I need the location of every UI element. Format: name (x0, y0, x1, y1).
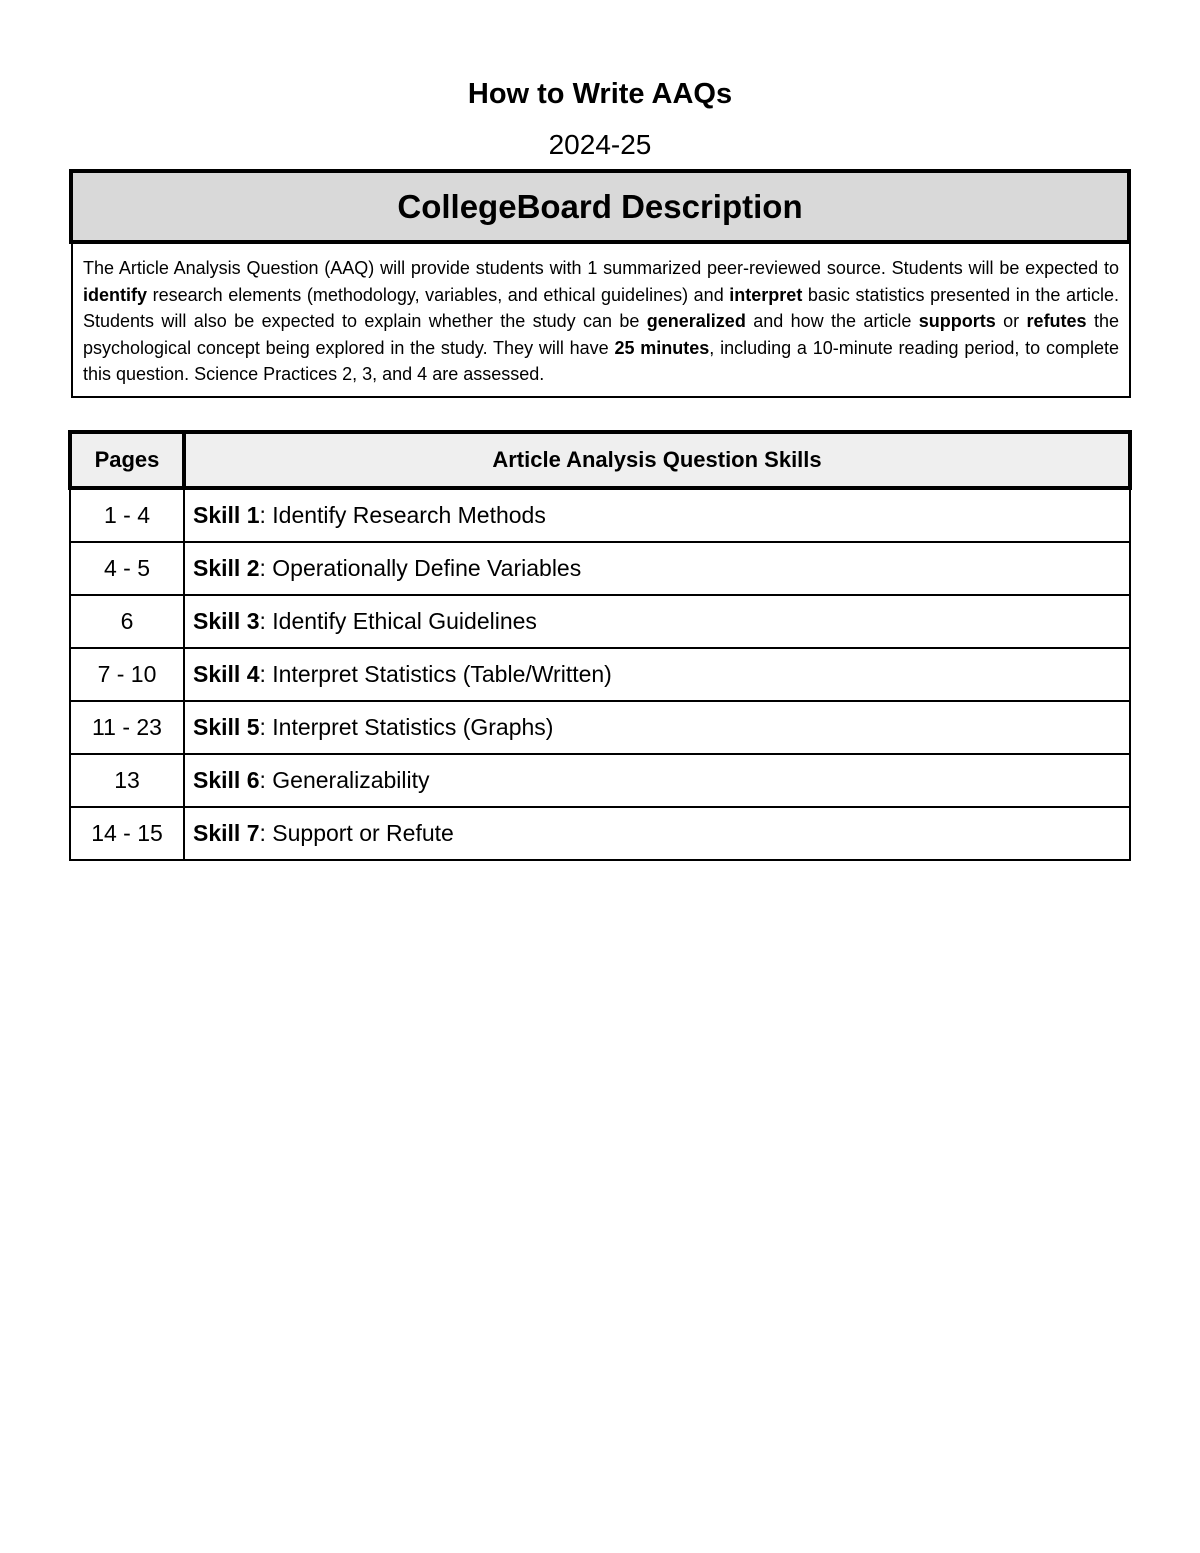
skill-label: Skill 4 (193, 661, 260, 687)
description-text: and how the article (745, 311, 919, 331)
skill-text: : Support or Refute (259, 820, 454, 846)
table-row (70, 648, 1130, 701)
document-title: How to Write AAQs (467, 78, 733, 110)
skill-label: Skill 7 (193, 820, 260, 846)
table-row (70, 488, 1130, 542)
pages-cell: 11 - 23 (70, 701, 184, 754)
skill-text: : Identify Ethical Guidelines (259, 608, 537, 634)
skill-label: Skill 1 (193, 502, 260, 528)
description-text: The Article Analysis Question (AAQ) will provide students with 1 summarized peer-reviewed source. Students will be expected to (83, 258, 1119, 278)
skill-cell (184, 701, 1130, 754)
description-heading: CollegeBoard Description (69, 169, 1131, 244)
document-year: 2024-25 (548, 129, 652, 160)
skill-label: Skill 6 (193, 767, 260, 793)
skill-text: : Operationally Define Variables (259, 555, 582, 581)
table-row (70, 701, 1130, 754)
description-keyword-refutes: refutes (1026, 311, 1087, 331)
pages-cell: 1 - 4 (70, 488, 184, 542)
skill-text: : Interpret Statistics (Table/Written) (259, 661, 612, 687)
pages-cell: 4 - 5 (70, 542, 184, 595)
skill-text: : Identify Research Methods (259, 502, 546, 528)
table-row (70, 807, 1130, 860)
pages-cell: 6 (70, 595, 184, 648)
skill-cell (184, 754, 1130, 807)
description-keyword-duration: 25 minutes (614, 337, 710, 358)
pages-cell: 7 - 10 (70, 648, 184, 701)
table-row (70, 595, 1130, 648)
description-box (69, 169, 1131, 398)
description-text: research elements (methodology, variables, and ethical guidelines) and (147, 284, 730, 305)
skill-cell (184, 807, 1130, 860)
description-body (71, 244, 1131, 398)
description-keyword-interpret: interpret (729, 284, 803, 305)
description-text: the psychological concept being explored in the study. They will have (83, 311, 1119, 358)
description-keyword-supports: supports (918, 311, 996, 331)
description-keyword-identify: identify (83, 284, 148, 305)
skill-text: : Interpret Statistics (Graphs) (259, 714, 554, 740)
table-row (70, 754, 1130, 807)
skill-cell (184, 542, 1130, 595)
skill-cell (184, 648, 1130, 701)
pages-cell: 13 (70, 754, 184, 807)
table-header-row (70, 432, 1130, 488)
description-keyword-generalized: generalized (646, 311, 746, 331)
description-text: basic statistics presented in the article. Students will also be expected to explain whether the study can be (83, 284, 1119, 331)
pages-cell: 14 - 15 (70, 807, 184, 860)
skill-label: Skill 5 (193, 714, 260, 740)
skills-column-header: Article Analysis Question Skills (184, 432, 1130, 488)
table-row (70, 542, 1130, 595)
skill-cell (184, 595, 1130, 648)
pages-column-header: Pages (70, 432, 184, 488)
description-text: , including a 10-minute reading period, to complete this question. Science Practices 2, 3, and 4 are assessed. (83, 337, 1119, 384)
skills-table (68, 430, 1132, 861)
skill-label: Skill 2 (193, 555, 260, 581)
description-text: or (995, 311, 1027, 331)
skill-label: Skill 3 (193, 608, 260, 634)
skill-cell (184, 488, 1130, 542)
skill-text: : Generalizability (259, 767, 430, 793)
